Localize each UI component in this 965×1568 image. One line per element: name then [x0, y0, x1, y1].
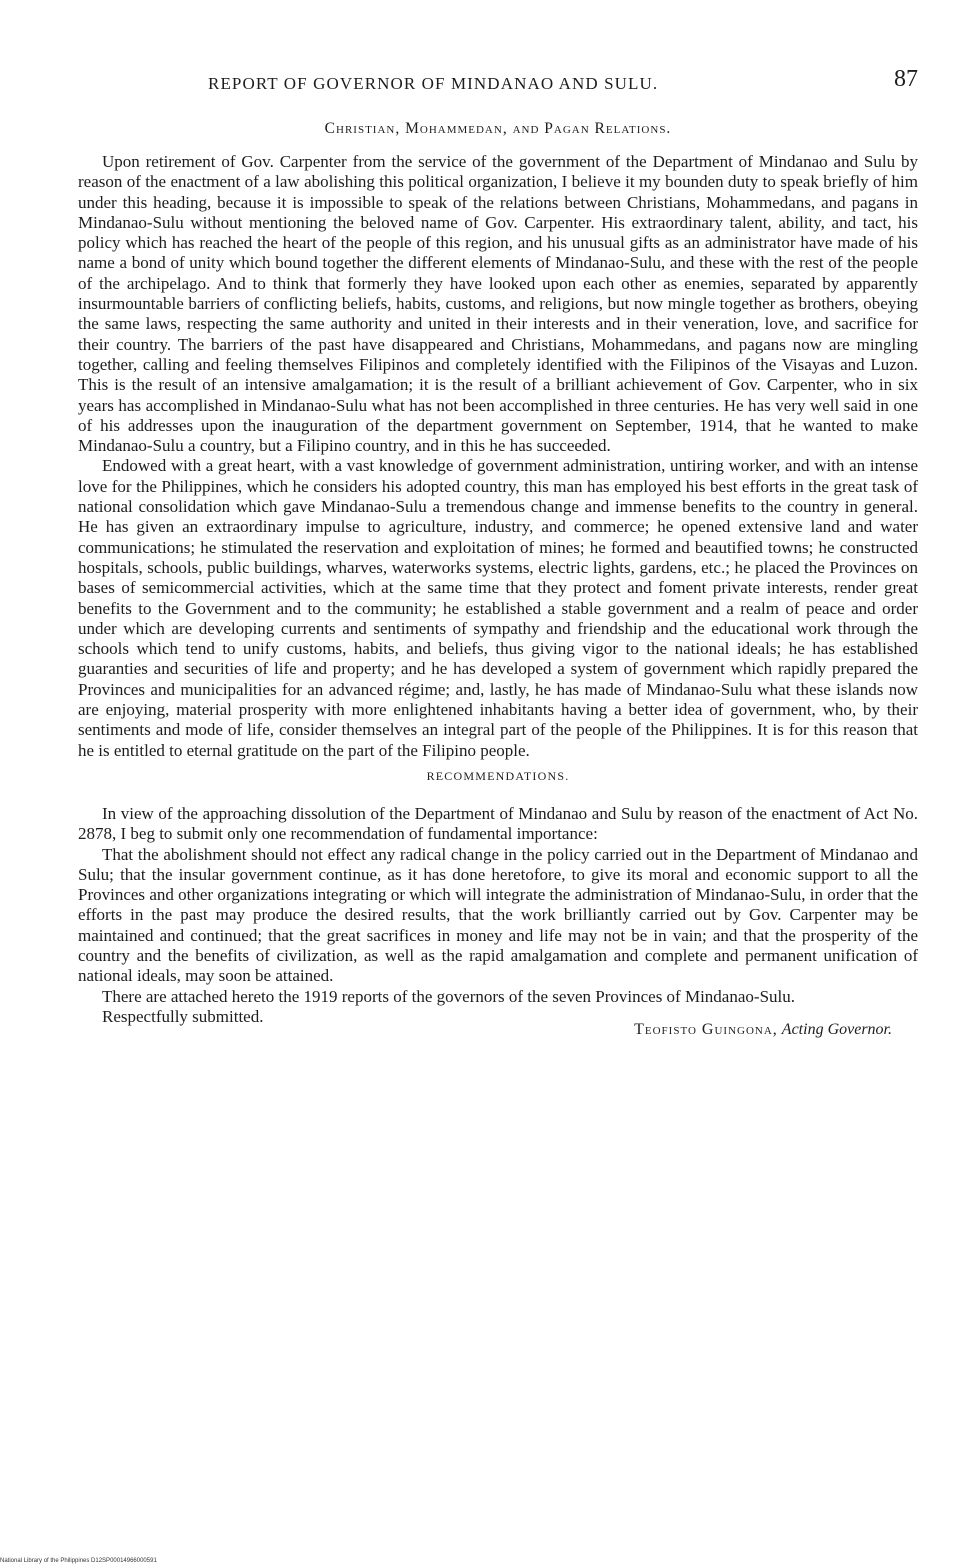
signature-name: Teofisto Guingona,: [634, 1021, 778, 1039]
recommendations-title: RECOMMENDATIONS.: [426, 768, 570, 783]
paragraph-recommendation-intro: In view of the approaching dissolution of the Department of Mindanao and Sulu by reason of the enactment of Act No. 2878, I beg to submit only one recommendation of fundamental importance:: [78, 803, 918, 844]
page-number: 87: [894, 66, 918, 92]
page-header: [78, 66, 918, 106]
signature-block: [78, 1021, 918, 1039]
paragraph-recommendation-main: That the abolishment should not effect any radical change in the policy carried out in the Department of Mindanao and Sulu; that the insular government continue, as it has done heretofore, to give its moral and economic support to all the Provinces and other organizations integrating or which will integrate the administration of Mindanao-Sulu, in order that the efforts in the past may produce the desired results, that the work brilliantly carried out by Gov. Carpenter may be maintained and continued; that the great sacrifices in money and life may not be in vain; and that the prosperity of the country and the benefits of civilization, as well as the rapid amalgamation and complete and permanent unification of national ideals, may soon be attained.: [78, 844, 918, 986]
running-head: REPORT OF GOVERNOR OF MINDANAO AND SULU.: [208, 74, 659, 93]
signature-title: Acting Governor.: [781, 1021, 892, 1039]
paragraph-carpenter-achievements: Endowed with a great heart, with a vast knowledge of government administration, untiring worker, and with an intense love for the Philippines, which he considers his adopted country, this man has employed his best efforts in the great task of national consolidation which gave Mindanao-Sulu a tremendous change and immense benefits to the country in general. He has given an extraordinary impulse to agriculture, industry, and commerce; he opened extensive land and water communications; he stimulated the reservation and exploitation of mines; he formed and beautified towns; he constructed hospitals, schools, public buildings, wharves, waterworks systems, electric lights, gardens, etc.; he placed the Provinces on bases of semicommercial activities, which at the same time that they protect and foment private interests, render great benefits to the Government and to the community; he established a stable government and a realm of peace and order under which are developing currents and sentiments of sympathy and friendship and the educational work through the schools which tend to unify customs, habits, and beliefs, thus giving vigor to the national ideals; he has established guaranties and securities of life and property; and he has developed a system of government which rapidly prepared the Provinces and municipalities for an advanced régime; and, lastly, he has made of Mindanao-Sulu what these islands now are enjoying, material prosperity with more enlightened inhabitants having a better idea of government, who, by their sentiments and mode of life, consider themselves an integral part of the people of the Philippines. It is for this reason that he is entitled to eternal gratitude on the part of the Filipino people.: [78, 456, 918, 760]
section-title: Christian, Mohammedan, and Pagan Relations.: [324, 120, 672, 137]
document-page: [78, 66, 918, 1045]
closing-line: Respectfully submitted.: [102, 1006, 264, 1026]
paragraph-carpenter-relations: Upon retirement of Gov. Carpenter from the service of the government of the Department of Mindanao and Sulu by reason of the enactment of a law abolishing this political organization, I believe it my bounden duty to speak briefly of him under this heading, because it is impossible to speak of the relations between Christians, Mohammedans, and pagans in Mindanao-Sulu without mentioning the beloved name of Gov. Carpenter. His extraordinary talent, ability, and tact, his policy which has reached the heart of the people of this region, and his unusual gifts as an administrator have made of his name a bond of unity which bound together the different elements of Mindanao-Sulu, and these with the rest of the people of the archipelago. And to think that formerly they have looked upon each other as enemies, separated by apparently insurmountable barriers of conflicting beliefs, habits, customs, and religions, but now mingle together as brothers, obeying the same laws, respecting the same authority and united in their interests and in their veneration, love, and sacrifice for their country. The barriers of the past have disappeared and Christians, Mohammedans, and pagans now are mingling together, calling and feeling themselves Filipinos and completely identified with the Filipinos of the Visayas and Luzon. This is the result of an intensive amalgamation; it is the result of a brilliant achievement of Gov. Carpenter, who in six years has accomplished in Mindanao-Sulu what has not been accomplished in three centuries. He has very well said in one of his addresses upon the inauguration of the department government on September, 1914, that he wanted to make Mindanao-Sulu a country, but a Filipino country, and in this he has succeeded.: [78, 152, 918, 456]
paragraph-attached-reports: There are attached hereto the 1919 reports of the governors of the seven Provinces of Mindanao-Sulu.: [102, 986, 795, 1006]
scan-footer: National Library of the Philippines D12SP00014966000591: [0, 1558, 157, 1564]
